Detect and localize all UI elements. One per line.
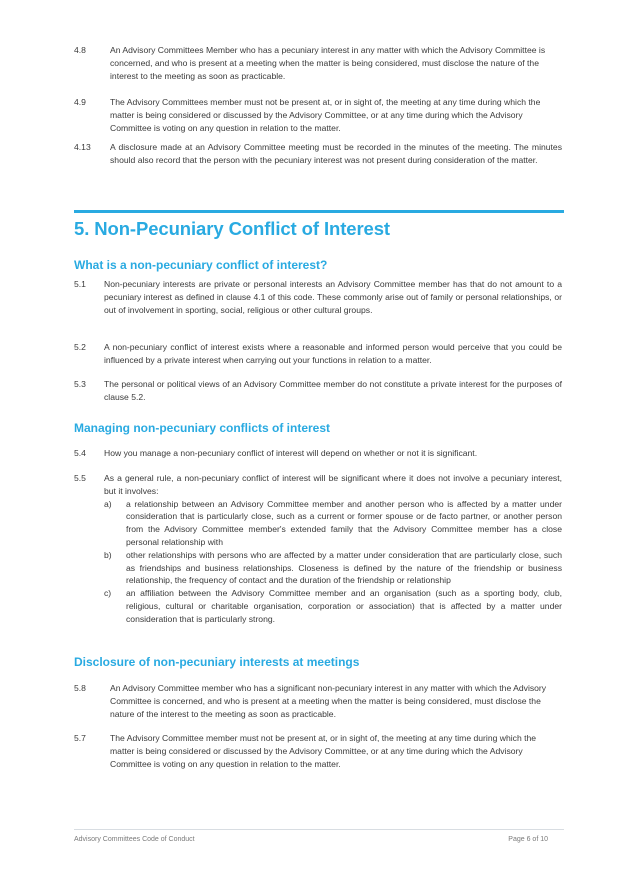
clause-number: 5.7 (74, 733, 86, 743)
item-letter: b) (104, 549, 112, 560)
clause-5-3 (74, 378, 562, 404)
clause-number: 5.2 (74, 342, 86, 352)
footer-divider (74, 829, 564, 830)
item-letter: a) (104, 498, 112, 509)
section-divider (74, 210, 564, 213)
clause-number: 5.5 (74, 473, 86, 483)
clause-text: An Advisory Committees Member who has a pecuniary interest in any matter with which the Advisory Committee is concerned, and who is present at a meeting when the matter is being considered, must disclose the nature of the interest to the meeting as soon as practicable. (110, 45, 546, 81)
clause-text: The Advisory Committees member must not be present at, or in sight of, the meeting at any time during which the matter is being considered or discussed by the Advisory Committee, or at any time during which the Advisory Committee is voting on any question in relation to the matter. (110, 97, 541, 133)
footer-page-number: Page 6 of 10 (508, 836, 548, 843)
clause-number: 5.3 (74, 379, 86, 389)
clause-4-9 (74, 96, 562, 134)
clause-5-1 (74, 278, 562, 316)
heading-disclosure: Disclosure of non-pecuniary interests at meetings (74, 655, 360, 669)
clause-5-5 (74, 472, 562, 626)
item-text: an affiliation between the Advisory Committee member and an organisation (such as a sporting body, club, religious, cultural or charitable organisation, corporation or association) that is affected by a matter under consideration that is particularly strong. (126, 588, 562, 624)
clause-number: 4.8 (74, 45, 86, 55)
clause-text: An Advisory Committee member who has a significant non-pecuniary interest in any matter with which the Advisory Committee is concerned, and who is present at a meeting when the matter is being considered, must disclose the nature of the interest to the meeting as soon as practicable. (110, 683, 547, 719)
section-title: 5. Non-Pecuniary Conflict of Interest (74, 218, 390, 239)
clause-5-2 (74, 341, 562, 367)
clause-number: 5.8 (74, 683, 86, 693)
list-item (104, 498, 562, 549)
clause-5-4 (74, 447, 562, 460)
clause-text: A disclosure made at an Advisory Committee meeting must be recorded in the minutes of the meeting. The minutes should also record that the person with the pecuniary interest was not present during consideration of the matter. (110, 142, 562, 165)
clause-number: 5.1 (74, 279, 86, 289)
footer-document-title: Advisory Committees Code of Conduct (74, 836, 195, 843)
clause-4-13 (74, 141, 562, 167)
item-text: a relationship between an Advisory Committee member and another person who is affected by a matter under consideration that is particularly close, such as a current or former spouse or de facto partner, or another person from the Advisory Committee member's extended family that the Advisory Committee member has a close personal relationship with (126, 498, 562, 547)
clause-4-8 (74, 44, 562, 82)
clause-text: A non-pecuniary conflict of interest exists where a reasonable and informed person would perceive that you could be influenced by a private interest when carrying out your functions in relation to a matter. (104, 342, 562, 365)
clause-text: How you manage a non-pecuniary conflict of interest will depend on whether or not it is significant. (104, 448, 478, 458)
clause-text: The Advisory Committee member must not be present at, or in sight of, the meeting at any time during which the matter is being considered or discussed by the Advisory Committee, or at any time during which the Advisory Committee is voting on any question in relation to the matter. (110, 733, 537, 769)
list-item (104, 587, 562, 625)
clause-number: 4.9 (74, 97, 86, 107)
clause-text: The personal or political views of an Advisory Committee member do not constitute a private interest for the purposes of clause 5.2. (104, 379, 562, 402)
sub-list (104, 498, 562, 626)
heading-managing: Managing non-pecuniary conflicts of interest (74, 421, 331, 435)
clause-5-8 (74, 682, 562, 720)
item-letter: c) (104, 588, 112, 599)
item-text: other relationships with persons who are affected by a matter under consideration that are particularly close, such as friendships and business relationships. Closeness is defined by the nature of the friendship or business relationship, the frequency of contact and the duration of the friendship or relationship (126, 549, 562, 586)
heading-what-is: What is a non-pecuniary conflict of interest? (74, 258, 328, 272)
list-item (104, 549, 562, 587)
clause-text: Non-pecuniary interests are private or personal interests an Advisory Committee member has that do not amount to a pecuniary interest as defined in clause 4.1 of this code. These commonly arise out of family or personal relationships, or out of involvement in sporting, social, religious or other cultural groups. (104, 279, 562, 315)
clause-number: 5.4 (74, 448, 86, 458)
clause-number: 4.13 (74, 142, 91, 152)
clause-5-7 (74, 732, 562, 770)
clause-text: As a general rule, a non-pecuniary conflict of interest will be significant where it does not involve a pecuniary interest, but it involves: (104, 473, 562, 496)
